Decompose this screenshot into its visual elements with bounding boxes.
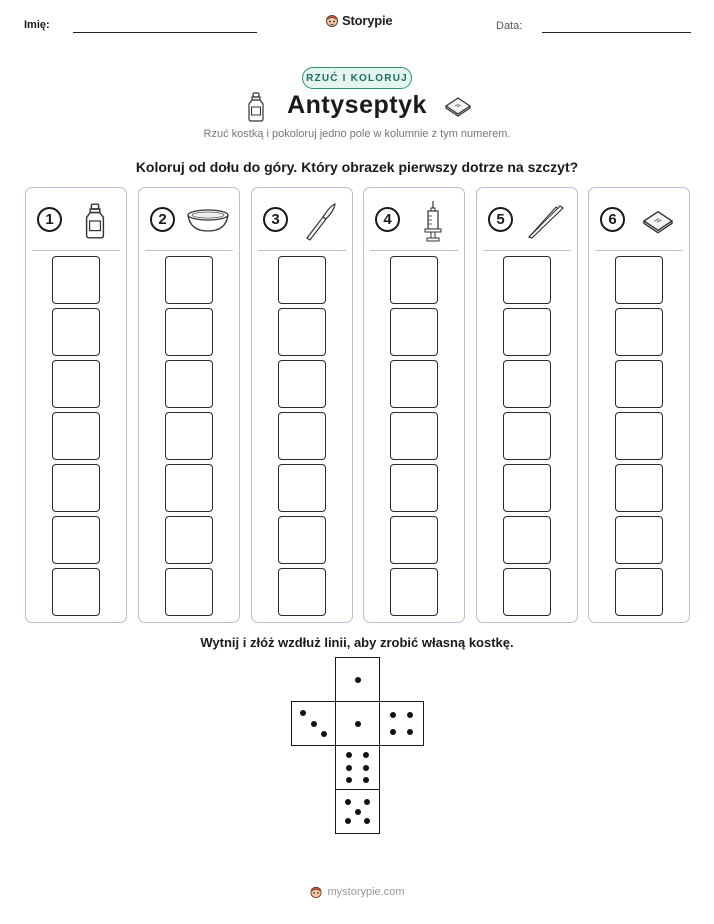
cell-stack [615, 256, 663, 620]
column-divider [370, 250, 458, 251]
color-cell[interactable] [390, 256, 438, 304]
column-header [364, 188, 464, 250]
die-pip [346, 752, 352, 758]
instruction: Koloruj od dołu do góry. Który obrazek pierwszy dotrze na szczyt? [135, 159, 579, 175]
die-face-1 [335, 701, 380, 746]
column-number: 4 [375, 207, 400, 232]
cell-stack [165, 256, 213, 620]
color-cell[interactable] [52, 308, 100, 356]
color-cell[interactable] [503, 308, 551, 356]
color-cell[interactable] [278, 568, 326, 616]
color-cell[interactable] [165, 516, 213, 564]
cut-instruction: Wytnij i złóż wzdłuż linii, aby zrobić własną kostkę. [200, 635, 514, 650]
subtitle: Rzuć kostką i pokoloruj jedno pole w kolumnie z tym numerem. [203, 128, 511, 140]
footer [0, 885, 714, 899]
column-header [139, 188, 239, 250]
die-pip [364, 818, 370, 824]
color-cell[interactable] [503, 464, 551, 512]
color-cell[interactable] [503, 360, 551, 408]
color-cell[interactable] [390, 464, 438, 512]
column-number: 2 [150, 207, 175, 232]
column-2 [138, 187, 240, 623]
color-cell[interactable] [52, 412, 100, 460]
scalpel-icon [296, 200, 346, 242]
color-cell[interactable] [278, 308, 326, 356]
die-pip [311, 721, 317, 727]
column-number: 5 [488, 207, 513, 232]
column-divider [258, 250, 346, 251]
brand-logo [325, 13, 392, 28]
color-cell[interactable] [278, 464, 326, 512]
tweezers-icon [521, 200, 571, 242]
activity-badge: RZUĆ I KOLORUJ [302, 67, 412, 89]
color-cell[interactable] [615, 412, 663, 460]
color-cell[interactable] [390, 360, 438, 408]
color-cell[interactable] [278, 256, 326, 304]
syringe-icon [408, 200, 458, 242]
cell-stack [52, 256, 100, 620]
die-pip [355, 721, 361, 727]
column-divider [483, 250, 571, 251]
color-cell[interactable] [390, 412, 438, 460]
column-header [477, 188, 577, 250]
die-pip [300, 710, 306, 716]
name-line [73, 32, 257, 33]
date-label: Data: [496, 20, 523, 32]
column-3 [251, 187, 353, 623]
date-line [542, 32, 691, 33]
die-pip [345, 799, 351, 805]
die-face-1 [335, 657, 380, 702]
cell-stack [503, 256, 551, 620]
column-number: 3 [263, 207, 288, 232]
column-divider [32, 250, 120, 251]
color-cell[interactable] [503, 412, 551, 460]
color-cell[interactable] [615, 360, 663, 408]
color-cell[interactable] [615, 464, 663, 512]
page-title: Antyseptyk [287, 91, 427, 119]
die-pip [390, 729, 396, 735]
die-face-3 [291, 701, 336, 746]
column-header [252, 188, 352, 250]
color-cell[interactable] [278, 516, 326, 564]
die-pip [363, 752, 369, 758]
color-cell[interactable] [165, 464, 213, 512]
die-pip [346, 765, 352, 771]
color-cell[interactable] [390, 516, 438, 564]
column-5 [476, 187, 578, 623]
color-cell[interactable] [52, 568, 100, 616]
color-cell[interactable] [165, 568, 213, 616]
bottle-icon [70, 200, 120, 242]
column-header [589, 188, 689, 250]
color-cell[interactable] [165, 360, 213, 408]
color-cell[interactable] [52, 516, 100, 564]
color-cell[interactable] [165, 308, 213, 356]
column-number: 6 [600, 207, 625, 232]
brand-name: Storypie [342, 13, 393, 28]
color-cell[interactable] [615, 568, 663, 616]
cell-stack [390, 256, 438, 620]
cell-stack [278, 256, 326, 620]
die-pip [390, 712, 396, 718]
die-pip [321, 731, 327, 737]
color-cell[interactable] [52, 360, 100, 408]
die-pip [363, 777, 369, 783]
color-cell[interactable] [390, 308, 438, 356]
column-4 [363, 187, 465, 623]
color-cell[interactable] [615, 308, 663, 356]
gauze-pad-icon [443, 94, 473, 123]
color-cell[interactable] [165, 256, 213, 304]
footer-url: mystorypie.com [327, 886, 405, 898]
color-cell[interactable] [278, 412, 326, 460]
column-divider [595, 250, 683, 251]
color-cell[interactable] [615, 516, 663, 564]
column-divider [145, 250, 233, 251]
storypie-mascot-icon [325, 13, 339, 28]
color-cell[interactable] [615, 256, 663, 304]
color-cell[interactable] [52, 256, 100, 304]
color-cell[interactable] [503, 256, 551, 304]
column-6 [588, 187, 690, 623]
die-face-6 [335, 745, 380, 790]
color-cell[interactable] [503, 568, 551, 616]
column-header [26, 188, 126, 250]
storypie-mascot-icon [309, 885, 323, 899]
name-label: Imię: [24, 19, 50, 31]
die-pip [355, 809, 361, 815]
color-cell[interactable] [52, 464, 100, 512]
color-cell[interactable] [390, 568, 438, 616]
color-cell[interactable] [165, 412, 213, 460]
die-pip [355, 677, 361, 683]
die-pip [407, 729, 413, 735]
color-cell[interactable] [278, 360, 326, 408]
column-1 [25, 187, 127, 623]
bowl-icon [183, 200, 233, 242]
die-pip [345, 818, 351, 824]
column-number: 1 [37, 207, 62, 232]
die-pip [407, 712, 413, 718]
die-face-4 [379, 701, 424, 746]
color-cell[interactable] [503, 516, 551, 564]
die-pip [363, 765, 369, 771]
die-pip [346, 777, 352, 783]
die-pip [364, 799, 370, 805]
die-face-5 [335, 789, 380, 834]
gauze-pad-icon [633, 200, 683, 242]
